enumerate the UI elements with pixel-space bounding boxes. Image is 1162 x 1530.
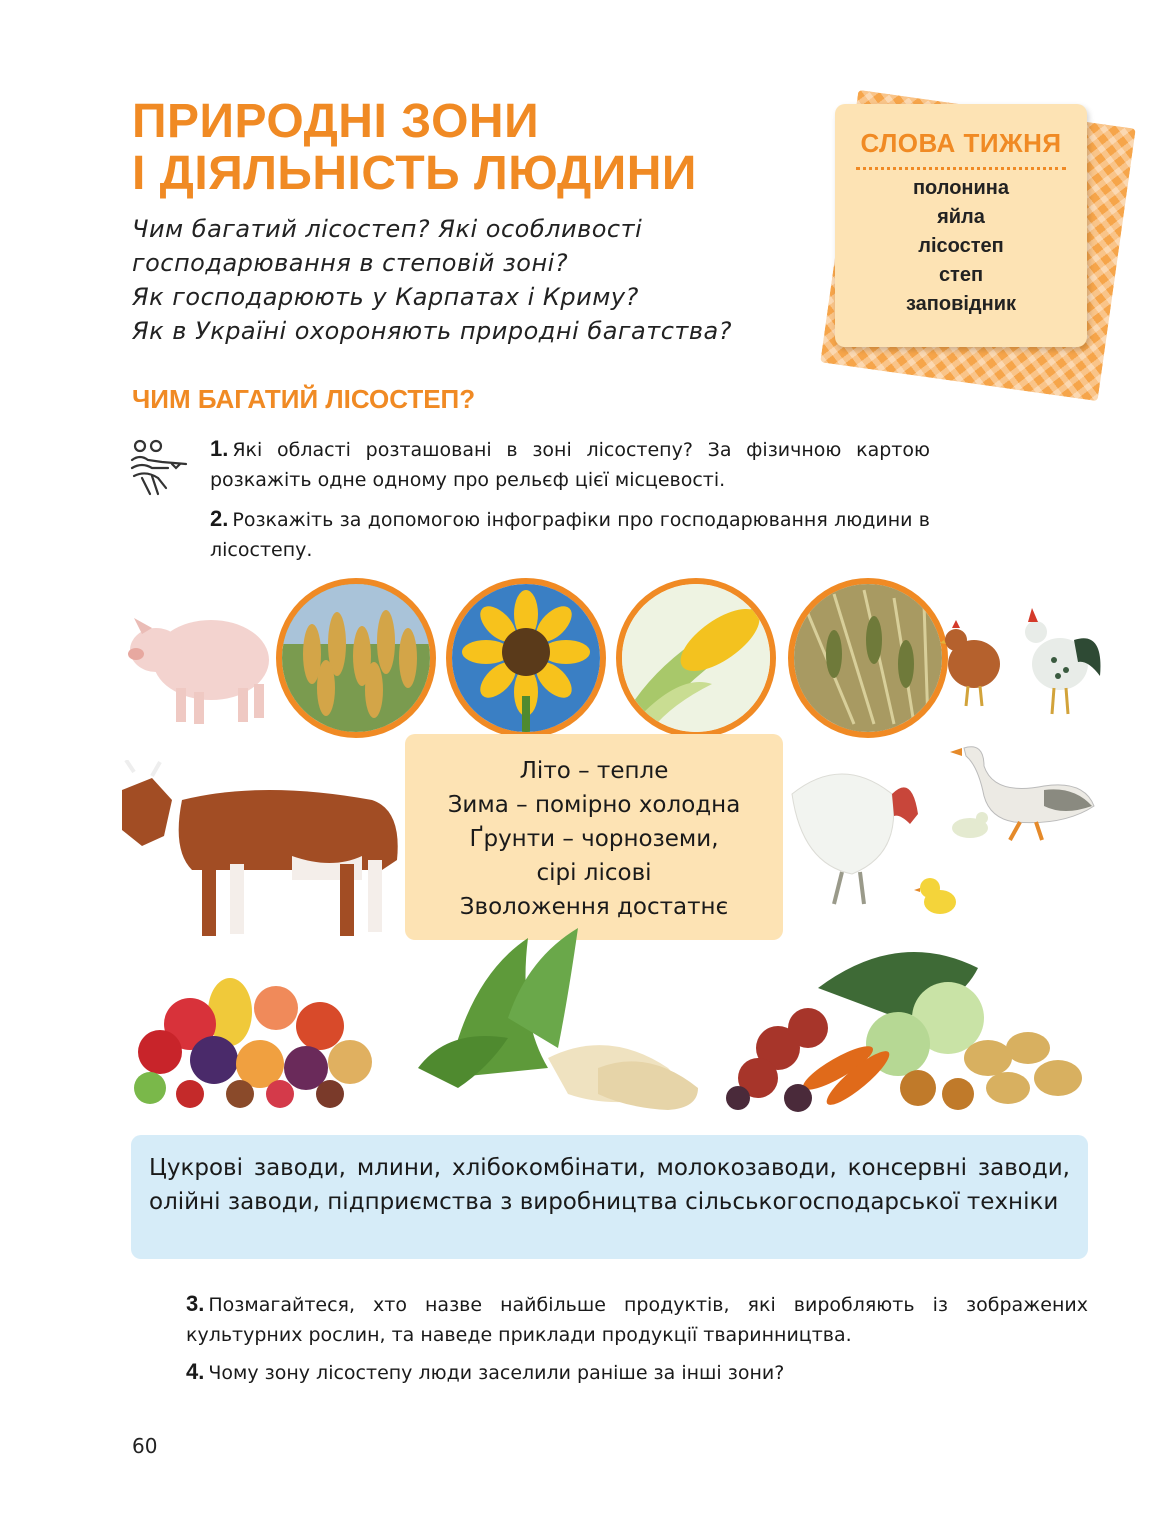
task-text: Розкажіть за допомогою інфографіки про господарювання людини в лісостепу. [210,509,930,561]
rooster-image [1018,600,1108,718]
corn-image [616,578,776,738]
climate-line: Ґрунти – чорноземи, [469,826,719,852]
barley-image [788,578,948,738]
word-item: заповідник [905,293,1017,315]
task-number: 1. [210,436,229,461]
task-text: Позмагайтеся, хто назве найбільше продуктів, які виробляють із зображених культурних рослин, та наведе приклади продукції тваринництва. [186,1294,1088,1346]
task-text: Які області розташовані в зоні лісостепу? За фізичною картою розкажіть одне одному про рельєф цієї місцевості. [210,439,930,491]
words-card-title: СЛОВА ТИЖНЯ [860,128,1062,158]
task-3 [186,1289,1088,1350]
cow-image [112,760,412,945]
pair-work-icon [128,438,198,498]
question-3: Як господарюють у Карпатах і Криму? [132,283,639,311]
vegetables-image [718,928,1098,1113]
task-1 [210,434,930,495]
question-4: Як в Україні охороняють природні багатства? [132,317,732,345]
word-item: полонина [912,177,1010,199]
climate-line: Зволоження достатнє [459,894,729,920]
task-number: 3. [186,1291,205,1316]
climate-line: сірі лісові [536,860,652,886]
words-of-week-card [835,104,1087,347]
word-item: лісостеп [918,235,1004,257]
hen-image [940,610,1004,710]
dotted-divider [856,167,1066,170]
gosling-image [944,806,992,842]
title-line-2: І ДІЯЛЬНІСТЬ ЛЮДИНИ [132,147,697,200]
task-text: Чому зону лісостепу люди заселили раніше за інші зони? [208,1362,785,1384]
climate-info-box [405,734,783,940]
wheat-image [276,578,436,738]
task-number: 2. [210,506,229,531]
sunflower-image [446,578,606,738]
title-line-1: ПРИРОДНІ ЗОНИ [132,95,540,148]
climate-line: Зима – помірно холодна [447,792,741,818]
word-item: степ [938,264,984,286]
sugar-beet-image [408,918,708,1118]
question-2: господарювання в степовій зоні? [132,249,569,277]
page-title [132,96,772,200]
question-1: Чим багатий лісостеп? Які особливості [132,215,643,243]
pig-image [126,588,276,728]
task-4 [186,1357,1088,1388]
word-item: яйла [937,206,985,228]
task-2 [210,504,930,565]
lesson-questions [132,212,812,348]
chick-image [914,872,962,920]
turkey-image [782,754,932,914]
task-number: 4. [186,1359,205,1384]
section-heading: ЧИМ БАГАТИЙ ЛІСОСТЕП? [132,384,476,414]
industry-text: Цукрові заводи, млини, хлібокомбінати, молокозаводи, консервні заводи, олійні заводи, підприємства з виробництва сільськогосподарської техніки [149,1155,1070,1215]
page-number: 60 [132,1434,158,1458]
industry-info-box [131,1135,1088,1259]
climate-line: Літо – тепле [519,758,669,784]
fruits-image [130,968,382,1110]
